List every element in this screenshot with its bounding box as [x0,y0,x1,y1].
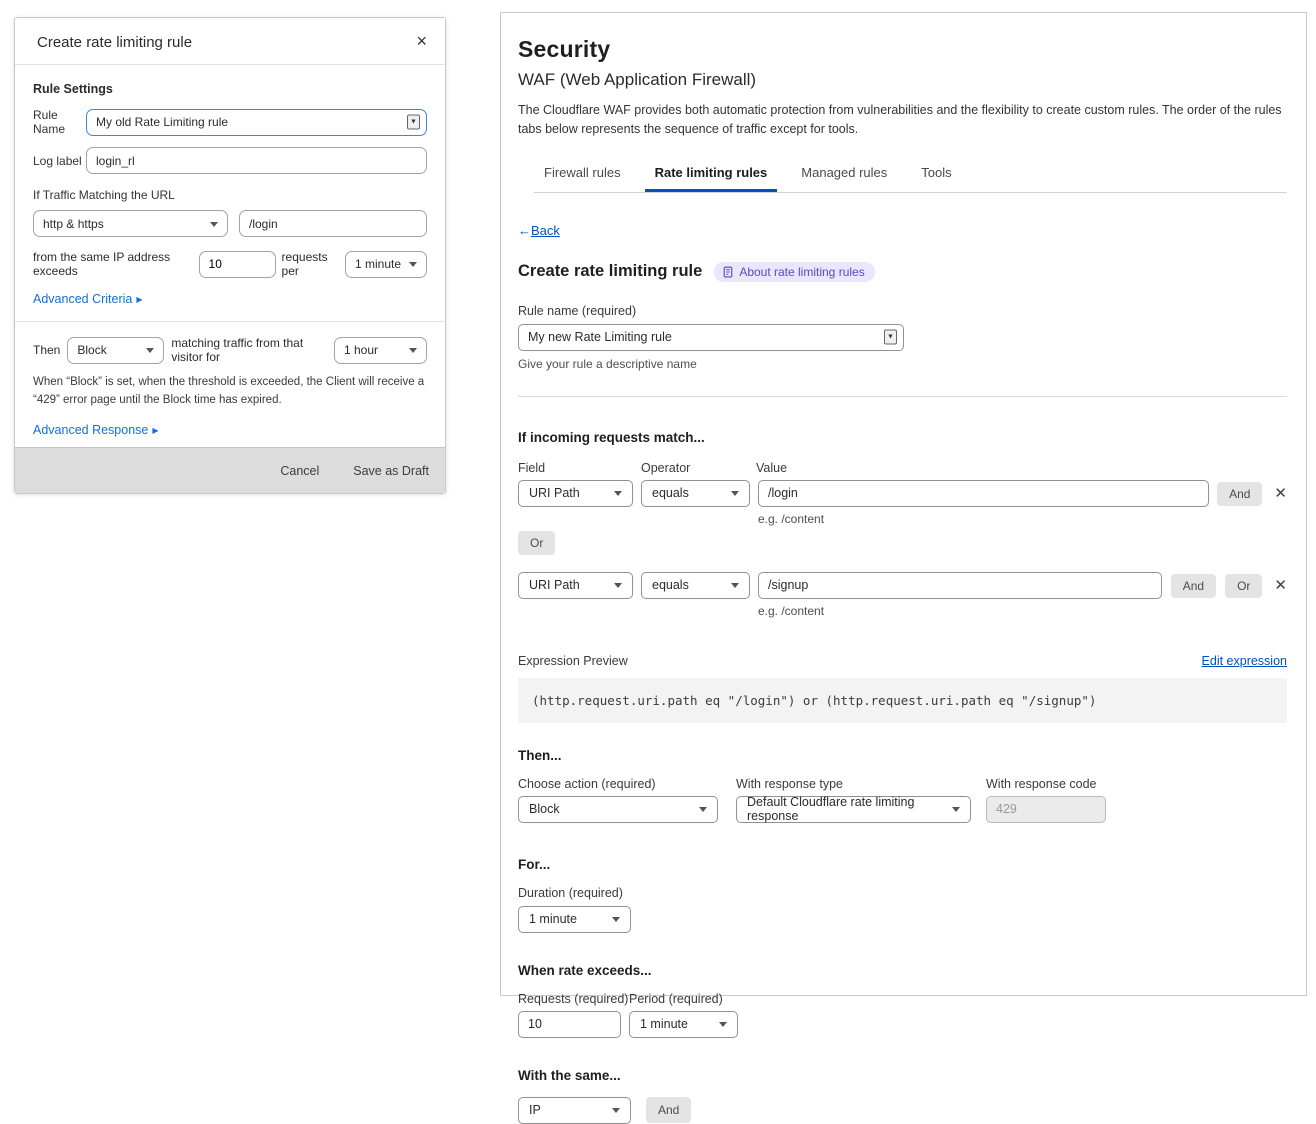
back-arrow-icon: ← [518,222,531,238]
advanced-response-link[interactable] [33,423,159,437]
response-type-select[interactable] [736,796,971,823]
tab-tools[interactable]: Tools [921,164,952,180]
rule-name-help: Give your rule a descriptive name [518,356,697,371]
rule-name-label: Rule Name [33,108,66,136]
then-heading: Then... [518,747,562,763]
value-input[interactable] [758,480,1209,507]
field-label: Field [518,460,546,475]
duration-select[interactable] [518,906,631,933]
response-code-label: With response code [986,776,1097,791]
rate-controls-row [518,1011,1287,1038]
duration-label: Duration (required) [518,885,623,900]
create-rule-heading: Create rate limiting rule [518,262,703,281]
tab-managed-rules[interactable]: Managed rules [801,164,888,180]
condition-row-2 [518,572,1287,618]
create-rule-heading-row [518,262,1287,282]
response-code-input [986,796,1106,823]
operator-select[interactable] [641,480,750,507]
caret-right-icon: ▶ [152,425,159,435]
or-connector-button[interactable]: Or [518,531,555,555]
rule-name-row [33,108,427,136]
security-waf-panel [500,12,1307,1118]
same-heading: With the same... [518,1067,621,1083]
field-select-value: URI Path [529,486,580,501]
for-heading: For... [518,856,551,872]
expression-preview-code: (http.request.uri.path eq "/login") or (http.request.uri.path eq "/signup") [518,678,1287,723]
rate-period-value: 1 minute [640,1017,688,1032]
edit-expression-link[interactable]: Edit expression [1201,653,1287,668]
then-label: Then [33,343,61,357]
remove-condition-icon[interactable]: ✕ [1274,484,1287,502]
expression-preview-row [518,654,1287,668]
log-label-label: Log label [33,153,82,168]
operator-label: Operator [641,460,691,475]
operator-select[interactable] [641,572,750,599]
traffic-match-label: If Traffic Matching the URL [33,188,175,202]
period-label: Period (required) [629,991,723,1006]
or-button[interactable]: Or [1225,574,1262,598]
back-label: Back [531,222,560,238]
cancel-button[interactable]: Cancel [280,463,320,478]
caret-right-icon: ▶ [136,295,143,304]
divider [15,321,445,322]
value-label: Value [756,460,788,475]
rule-settings-heading: Rule Settings [33,82,113,96]
page-description: The Cloudflare WAF provides both automatic protection from vulnerabilities and the flexibility to create custom rules. The order of the rules tabs below represents the sequence of traffic except for tools. [518,103,1282,137]
rule-name-input[interactable] [518,324,904,351]
field-select[interactable] [518,480,633,507]
legacy-rate-limit-modal [14,17,446,494]
autofill-icon[interactable]: ▼ [407,115,420,130]
characteristic-select[interactable] [518,1097,631,1124]
condition-column-labels [518,461,1287,475]
about-badge-label: About rate limiting rules [739,264,865,279]
expression-preview-label: Expression Preview [518,653,628,668]
document-icon [722,266,734,278]
field-select-value: URI Path [529,578,580,593]
close-icon[interactable]: × [416,31,427,51]
advanced-criteria-label: Advanced Criteria [33,292,133,306]
block-note: When “Block” is set, when the threshold is exceeded, the Client will receive a “429” error page until the Block time has expired. [33,376,425,406]
response-type-label: With response type [736,776,843,791]
requests-input[interactable] [518,1011,621,1038]
threshold-prefix-label: from the same IP address exceeds [33,250,171,278]
threshold-input[interactable] [199,251,276,278]
action-select-value: Block [529,802,560,817]
page-title: Security [518,36,611,62]
advanced-response-label: Advanced Response [33,422,149,437]
same-controls-row [518,1097,1287,1124]
action-select[interactable] [518,796,718,823]
action-select[interactable] [67,337,164,364]
characteristic-value: IP [529,1103,541,1118]
field-select[interactable] [518,572,633,599]
scheme-row [33,210,427,237]
scheme-select-value: http & https [43,216,104,231]
modal-title: Create rate limiting rule [37,34,193,51]
and-button[interactable]: And [1217,482,1262,506]
divider [518,396,1287,397]
operator-select-value: equals [652,486,689,501]
then-middle-label: matching traffic from that visitor for [171,336,304,364]
rate-heading: When rate exceeds... [518,962,652,978]
rule-name-input[interactable] [86,109,427,136]
back-link[interactable] [518,223,560,238]
and-button[interactable]: And [1171,574,1216,598]
rate-column-labels [518,992,1287,1006]
modal-body [15,65,445,481]
save-as-draft-button[interactable]: Save as Draft [353,463,429,478]
value-hint: e.g. /content [758,511,825,526]
log-label-row [33,147,427,174]
period-select-value: 1 minute [355,257,402,271]
tab-rate-limiting-rules[interactable]: Rate limiting rules [645,161,778,192]
rate-period-select[interactable] [629,1011,738,1038]
match-heading: If incoming requests match... [518,429,705,445]
page-subtitle: WAF (Web Application Firewall) [518,70,757,89]
threshold-middle-label: requests per [281,250,328,278]
then-column-labels [518,777,1287,791]
url-input[interactable] [239,210,427,237]
modal-footer [15,447,445,493]
advanced-criteria-link[interactable] [33,292,143,306]
threshold-row [33,250,427,278]
block-duration-select[interactable] [334,337,427,364]
scheme-select[interactable] [33,210,228,237]
value-hint: e.g. /content [758,603,825,618]
action-select-value: Block [77,343,107,357]
then-row [33,336,427,364]
operator-select-value: equals [652,578,689,593]
duration-select-value: 1 minute [529,912,577,927]
requests-label: Requests (required) [518,991,629,1006]
response-type-value: Default Cloudflare rate limiting response [747,795,915,824]
remove-condition-icon[interactable]: ✕ [1274,576,1287,594]
block-duration-value: 1 hour [344,343,379,357]
about-rate-limiting-badge[interactable] [714,262,874,282]
waf-tabs [534,161,1287,193]
then-controls-row [518,796,1287,823]
modal-header [15,18,445,65]
condition-row-1 [518,480,1287,526]
rule-name-label: Rule name (required) [518,303,637,318]
log-label-input[interactable] [86,147,427,174]
add-characteristic-and-button[interactable]: And [646,1097,691,1123]
action-label: Choose action (required) [518,776,656,791]
period-select[interactable] [345,251,427,278]
autofill-icon[interactable]: ▼ [884,330,897,345]
value-input[interactable] [758,572,1162,599]
tab-firewall-rules[interactable]: Firewall rules [544,164,621,180]
